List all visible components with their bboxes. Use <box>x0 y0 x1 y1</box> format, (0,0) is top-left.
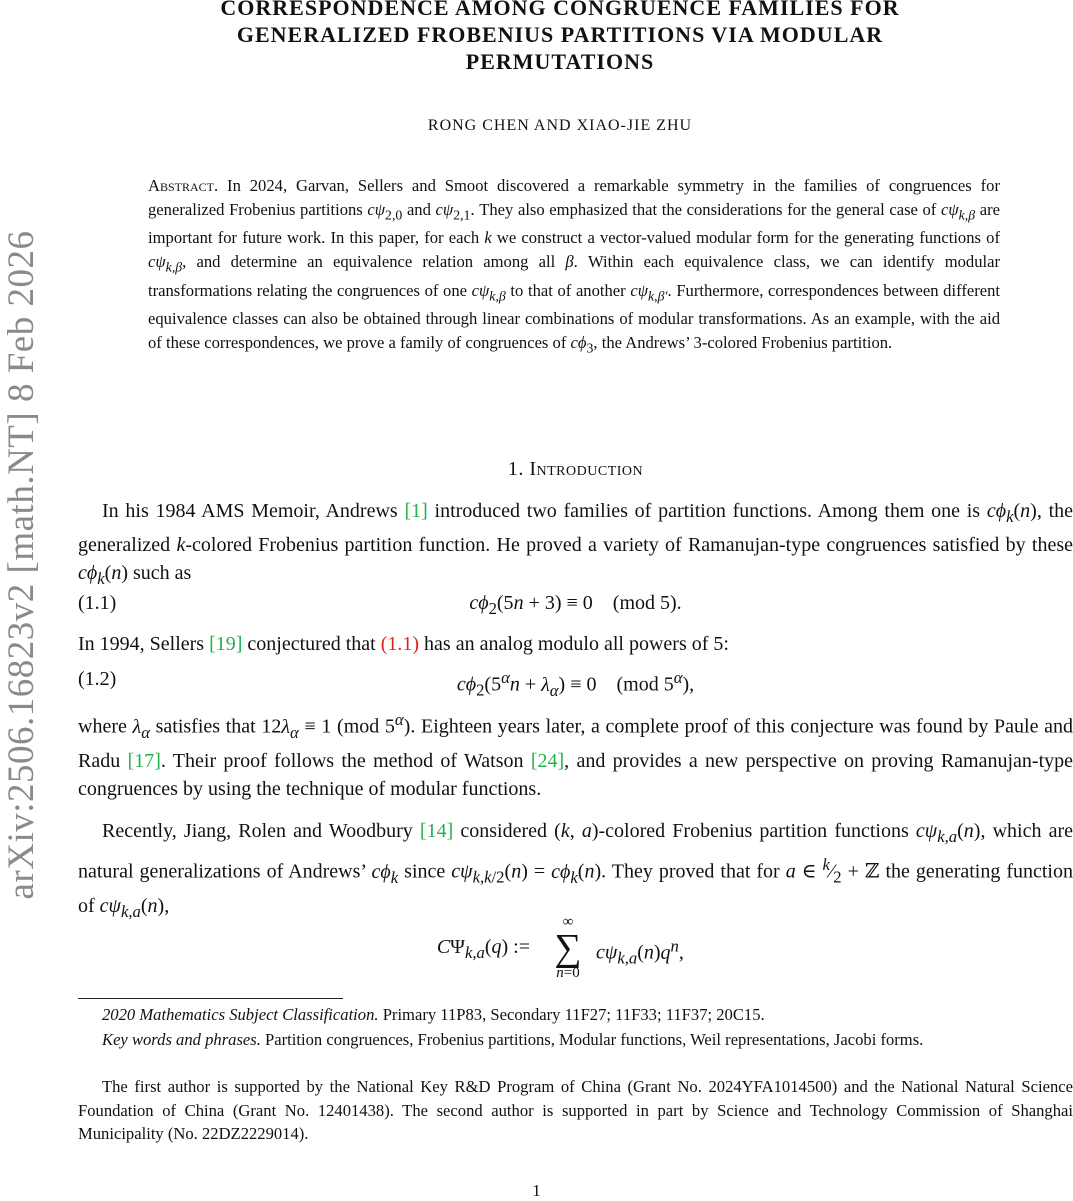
abstract-text: are important for future work. In this paper, for each <box>148 199 1000 248</box>
display-rhs: $c\psi_{k,a}(n)q^n$, <box>596 936 684 968</box>
footnote-text: Partition congruences, Frobenius partitions, Modular functions, Weil representations, Jacobi forms. <box>260 1030 924 1049</box>
author-list: RONG CHEN AND XIAO-JIE ZHU <box>427 117 693 134</box>
footnote-text: Primary 11P83, Secondary 11F27; 11F33; 11F37; 20C15. <box>378 1005 765 1024</box>
section-title-text: Introduction <box>529 458 644 480</box>
paragraph-text: -colored Frobenius partition function. He proved a variety of Ramanujan-type congruences satisfied by these <box>185 534 1073 556</box>
paragraph-text: where <box>78 715 133 738</box>
abstract-label: Abstract. <box>148 176 219 195</box>
equation-modulus: (mod 5 <box>616 673 674 696</box>
abstract-text: . They also emphasized that the considerations for the general case of <box>470 199 941 219</box>
paragraph-text: satisfies that <box>149 715 262 738</box>
equation-body: $c\phi_2(5^\alpha n + \lambda_\alpha) \equiv 0$ (mod $5^\alpha$), <box>456 668 695 700</box>
page-number: 1 <box>532 1181 541 1200</box>
citation-link[interactable]: [17] <box>127 749 161 772</box>
equation-number: (1.2) <box>78 668 117 690</box>
paper-title <box>140 0 980 75</box>
abstract-text: In 2024, Garvan, Sellers and Smoot discovered a remarkable symmetry in the families of congruences for generalized Frobenius partitions <box>148 176 1000 219</box>
paragraph-text: , which are natural generalizations of Andrews’ <box>78 820 1073 883</box>
citation-link[interactable]: [19] <box>209 633 243 655</box>
citation-link[interactable]: [24] <box>530 749 565 772</box>
footnote-support: The first author is supported by the National Key R&D Program of China (Grant No. 2024YFA1014500) and the National Natural Science Foundation of China (Grant No. 12401438). The second author is supported in part by Science and Technology Commission of Shanghai Municipality (No. 22DZ2229014). <box>78 1077 1073 1143</box>
paragraph: In his 1984 AMS Memoir, Andrews [1] introduced two families of partition functions. Among them one is $c\phi_k(n)$, the generalized k-colored Frobenius partition function. He proved a variety of Ramanujan-type congruences satisfied by these $c\phi_k(n)$ such as <box>78 500 1073 588</box>
section-heading <box>78 458 1073 481</box>
generating-function-display <box>300 914 820 989</box>
abstract-text: and <box>402 199 436 219</box>
paragraph-text: In 1994, Sellers <box>78 633 210 655</box>
footnote-label: 2020 Mathematics Subject Classification. <box>102 1005 379 1024</box>
abstract-text: . Within each equivalence class, we can identify modular transformations relating the congruences of one <box>148 251 1001 300</box>
equation-1-2 <box>78 668 1073 698</box>
display-lhs: $C\Psi_{k,a}(q)$ := <box>436 936 530 962</box>
section-number: 1. <box>507 458 524 480</box>
paragraph-text: such as <box>127 562 192 584</box>
paragraph-text: the generating function of <box>78 860 1073 917</box>
abstract-text: to that of another <box>505 280 631 300</box>
paragraph-text: , the generalized <box>78 500 1073 556</box>
abstract: Abstract. In 2024, Garvan, Sellers and Smoot discovered a remarkable symmetry in the families of congruences for generalized Frobenius partitions $c\psi_{2,0}$ and $c\psi_{2,1}$. They also emphasized that the considerations for the general case of $c\psi_{k,\beta}$ are important for future work. In this paper, for each k we construct a vector-valued modular form for the generating functions of $c\psi_{k,\beta}$, and determine an equivalence relation among all β. Within each equivalence class, we can identify modular transformations relating the congruences of one $c\psi_{k,\beta}$ to that of another $c\psi_{k,\beta'}$. Furthermore, correspondences between different equivalence classes can also be obtained through linear combinations of modular transformations. As an example, with the aid of these correspondences, we prove a family of congruences of $c\phi_3$, the Andrews’ 3-colored Frobenius partition. <box>148 176 1001 356</box>
equation-1-1 <box>78 592 1073 622</box>
paragraph-text: . Eighteen years later, a complete proof of this conjecture was found by Paule and Radu <box>78 715 1073 772</box>
footnote-keywords <box>78 1028 1073 1052</box>
paragraph-text: -colored Frobenius partition functions <box>598 820 916 842</box>
equation-modulus: (mod 5). <box>612 592 682 614</box>
footnote-label: Key words and phrases. <box>102 1030 261 1049</box>
citation-link[interactable]: [14] <box>419 820 454 842</box>
abstract-text: . Furthermore, correspondences between different equivalence classes can also be obtained through linear combinations of modular transformations. As an example, with the aid of these correspondences, we prove a family of congruences of <box>148 280 1001 352</box>
paragraph-text: conjectured that <box>242 633 381 655</box>
abstract-text: , and determine an equivalence relation among all <box>182 251 566 271</box>
abstract-text: we construct a vector-valued modular form for the generating functions of <box>491 228 1000 248</box>
paragraph-text: . They proved that for <box>601 860 786 883</box>
title-line: CORRESPONDENCE AMONG CONGRUENCE FAMILIES FOR <box>220 0 900 20</box>
paragraph-text: , and provides a new perspective on proving Ramanujan-type congruences by using the technique of modular functions. <box>78 749 1073 800</box>
paragraph <box>78 630 1073 658</box>
footnote-separator <box>78 998 343 999</box>
footnote-msc <box>78 1003 1073 1027</box>
equation-number: (1.1) <box>78 592 117 614</box>
title-line: GENERALIZED FROBENIUS PARTITIONS VIA MODULAR <box>236 22 884 47</box>
abstract-text: , the Andrews’ 3-colored Frobenius partition. <box>593 332 893 352</box>
paragraph-text: , <box>164 894 170 917</box>
paragraph: Recently, Jiang, Rolen and Woodbury [14] considered (k, a)-colored Frobenius partition functions $c\psi_{k,a}(n)$, which are natural generalizations of Andrews’ $c\phi_k$ since $c\psi_{k,k/2}(n) = c\phi_k(n)$. They proved that for a ∈ $^k⁄_2$ + ℤ the generating function of $c\psi_{k,a}(n)$, <box>78 820 1073 921</box>
paragraph-text: Recently, Jiang, Rolen and Woodbury <box>102 820 420 842</box>
paragraph-text: . Their proof follows the method of Watson <box>160 749 531 772</box>
citation-link[interactable]: [1] <box>404 500 428 522</box>
paragraph-text: considered <box>453 820 555 842</box>
summation-symbol: ∞ ∑ n=0 <box>554 914 582 981</box>
paragraph-text: introduced two families of partition functions. Among them one is <box>427 500 987 522</box>
paragraph-text: since <box>398 860 452 883</box>
title-line: PERMUTATIONS <box>465 49 655 74</box>
paragraph-text: has an analog modulo all powers of 5: <box>419 633 729 655</box>
arxiv-identifier-stamp[interactable]: arXiv:2506.16823v2 [math.NT] 8 Feb 2026 <box>1 230 42 900</box>
paragraph: where $\lambda_\alpha$ satisfies that $12\lambda_\alpha \equiv 1$ (mod $5^\alpha$). Eighteen years later, a complete proof of this conjecture was found by Paule and Radu [17]. Their proof follows the method of Watson [24], and provides a new perspective on proving Ramanujan-type congruences by using the technique of modular functions. <box>78 710 1073 800</box>
equation-body: $c\phi_2(5n + 3) \equiv 0$ (mod 5). <box>469 592 682 618</box>
equation-ref-link[interactable]: (1.1) <box>380 633 420 655</box>
paragraph-text: In his 1984 AMS Memoir, Andrews <box>102 500 405 522</box>
